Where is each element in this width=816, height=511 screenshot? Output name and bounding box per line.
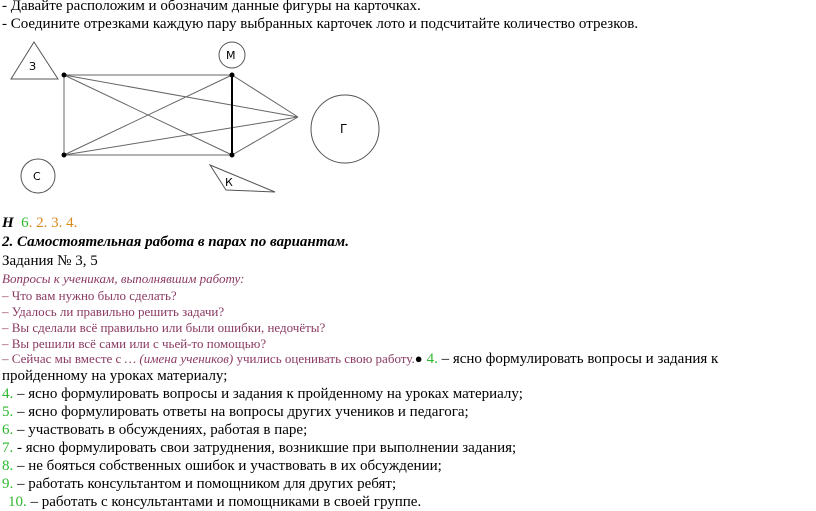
answer-letter: Н: [2, 215, 14, 231]
goal-text: – ясно формулировать вопросы и задания к пройденному на уроках материалу;: [13, 386, 523, 402]
goal-line: [2, 440, 516, 457]
point-a: [62, 73, 67, 78]
point-d: [230, 153, 235, 158]
triangle-k-shape: [210, 165, 275, 192]
goal-num: 9.: [2, 476, 14, 492]
goal-num: 6.: [2, 422, 14, 438]
goal-num: 10.: [8, 494, 27, 510]
question-item: – Вы сделали всё правильно или были ошибки, недочёты?: [2, 320, 326, 335]
instruction-2: - Соедините отрезками каждую пару выбранных карточек лото и подсчитайте количество отрезков.: [2, 16, 639, 32]
goal-text: – участвовать в обсуждениях, работая в паре;: [13, 422, 308, 438]
question-last-names: … (имена учеников): [124, 351, 234, 366]
goal-num: 4.: [2, 386, 14, 402]
circle-s-label: С: [33, 170, 41, 183]
lotto-diagram: [0, 0, 816, 215]
goal-text: – работать с консультантами и помощниками в своей группе.: [26, 494, 422, 510]
circle-m-label: М: [226, 49, 236, 62]
goal-num: 8.: [2, 458, 14, 474]
question-last-suffix: учились оценивать свою работу.: [233, 351, 415, 366]
goal-text: – не бояться собственных ошибок и участвовать в их обсуждении;: [13, 458, 442, 474]
section-tasks: Задания № 3, 5: [2, 253, 98, 269]
goal-text: пройденному на уроках материалу;: [2, 368, 228, 384]
bullet-icon: ●: [414, 351, 423, 366]
goal-line: [2, 476, 396, 493]
section-title: 2. Самостоятельная работа в парах по вариантам.: [2, 234, 349, 250]
question-item: – Вы решили всё сами или с чьей-то помощью?: [2, 336, 267, 351]
triangle-z-label: З: [29, 60, 37, 73]
question-item: – Удалось ли правильно решить задачи?: [2, 304, 225, 319]
questions-heading: Вопросы к ученикам, выполнявшим работу:: [2, 271, 245, 286]
question-last-prefix: – Сейчас мы вместе с: [2, 351, 125, 366]
goal-line: [2, 368, 227, 385]
goal-text: – ясно формулировать ответы на вопросы других учеников и педагога;: [13, 404, 469, 420]
goal-text: - ясно формулировать свои затруднения, возникшие при выполнении задания;: [13, 440, 517, 456]
question-item: – Что вам нужно было сделать?: [2, 288, 177, 303]
goal-line: [2, 404, 469, 421]
goal-line: [2, 458, 442, 475]
triangle-k-label: К: [225, 176, 233, 189]
question-last-line: [2, 350, 718, 368]
answer-line: [2, 215, 77, 232]
goal-line: [8, 494, 421, 511]
point-c: [62, 153, 67, 158]
answer-rest: . 2. 3. 4.: [28, 215, 78, 231]
goal-num: 4.: [426, 351, 438, 367]
circle-g-label: Г: [340, 122, 348, 136]
instruction-1: - Давайте расположим и обозначим данные фигуры на карточках.: [2, 0, 421, 14]
goal-line: [2, 422, 307, 439]
goal-text: – ясно формулировать вопросы и задания к: [437, 351, 719, 367]
goal-num: 5.: [2, 404, 14, 420]
answer-n1: 6: [21, 215, 29, 231]
goal-line: [2, 386, 523, 403]
point-b: [230, 73, 235, 78]
goal-num: 7.: [2, 440, 14, 456]
goal-text: – работать консультантом и помощником для других ребят;: [13, 476, 397, 492]
